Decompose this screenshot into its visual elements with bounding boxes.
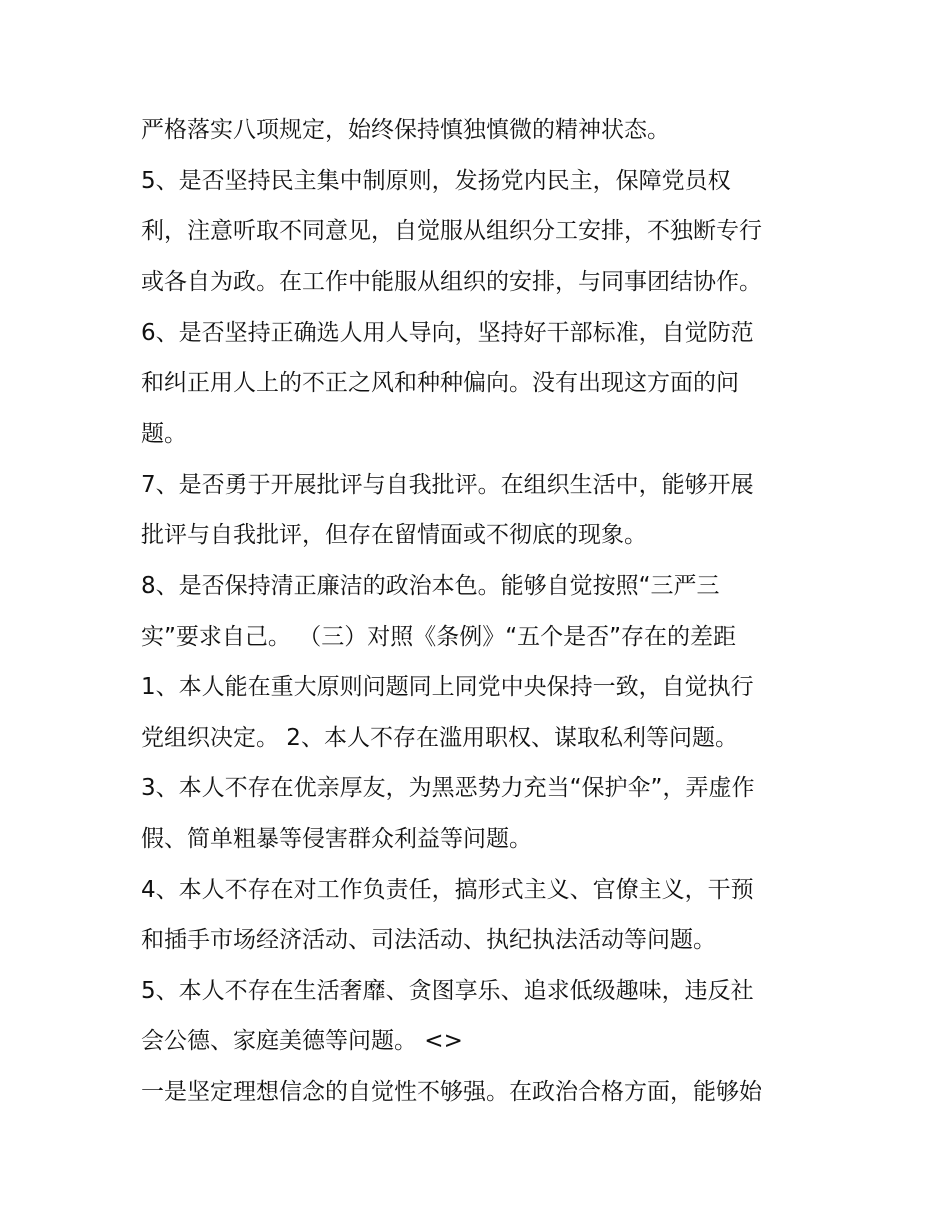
text-line: 假、简单粗暴等侵害群众利益等问题。 bbox=[141, 826, 532, 852]
text-line: 或各自为政。在工作中能服从组织的安排，与同事团结协作。 bbox=[141, 269, 762, 295]
text-line: 1、本人能在重大原则问题同上同党中央保持一致，自觉执行 bbox=[141, 674, 754, 700]
text-line: 8、是否保持清正廉洁的政治本色。能够自觉按照“三严三 bbox=[141, 573, 720, 599]
text-line: 5、本人不存在生活奢靡、贪图享乐、追求低级趣味，违反社 bbox=[141, 978, 754, 1004]
text-line: 批评与自我批评，但存在留情面或不彻底的现象。 bbox=[141, 522, 647, 548]
text-line: 实”要求自己。 （三）对照《条例》“五个是否”存在的差距 bbox=[141, 624, 737, 650]
text-line: 会公德、家庭美德等问题。 <> bbox=[141, 1028, 463, 1054]
text-line: 4、本人不存在对工作负责任，搞形式主义、官僚主义，干预 bbox=[141, 877, 754, 903]
text-line: 题。 bbox=[141, 421, 187, 447]
text-line: 一是坚定理想信念的自觉性不够强。在政治合格方面，能够始 bbox=[141, 1079, 762, 1105]
text-line: 3、本人不存在优亲厚友，为黑恶势力充当“保护伞”，弄虚作 bbox=[141, 775, 755, 801]
text-line: 和插手市场经济活动、司法活动、执纪执法活动等问题。 bbox=[141, 927, 716, 953]
text-line: 利，注意听取不同意见，自觉服从组织分工安排，不独断专行 bbox=[141, 218, 762, 244]
text-line: 严格落实八项规定，始终保持慎独慎微的精神状态。 bbox=[141, 117, 670, 143]
text-line: 党组织决定。 2、本人不存在滥用职权、谋取私利等问题。 bbox=[141, 725, 738, 751]
text-line: 5、是否坚持民主集中制原则，发扬党内民主，保障党员权 bbox=[141, 168, 731, 194]
text-line: 和纠正用人上的不正之风和种种偏向。没有出现这方面的问 bbox=[141, 370, 739, 396]
text-line: 6、是否坚持正确选人用人导向，坚持好干部标准，自觉防范 bbox=[141, 320, 754, 346]
text-line: 7、是否勇于开展批评与自我批评。在组织生活中，能够开展 bbox=[141, 472, 754, 498]
